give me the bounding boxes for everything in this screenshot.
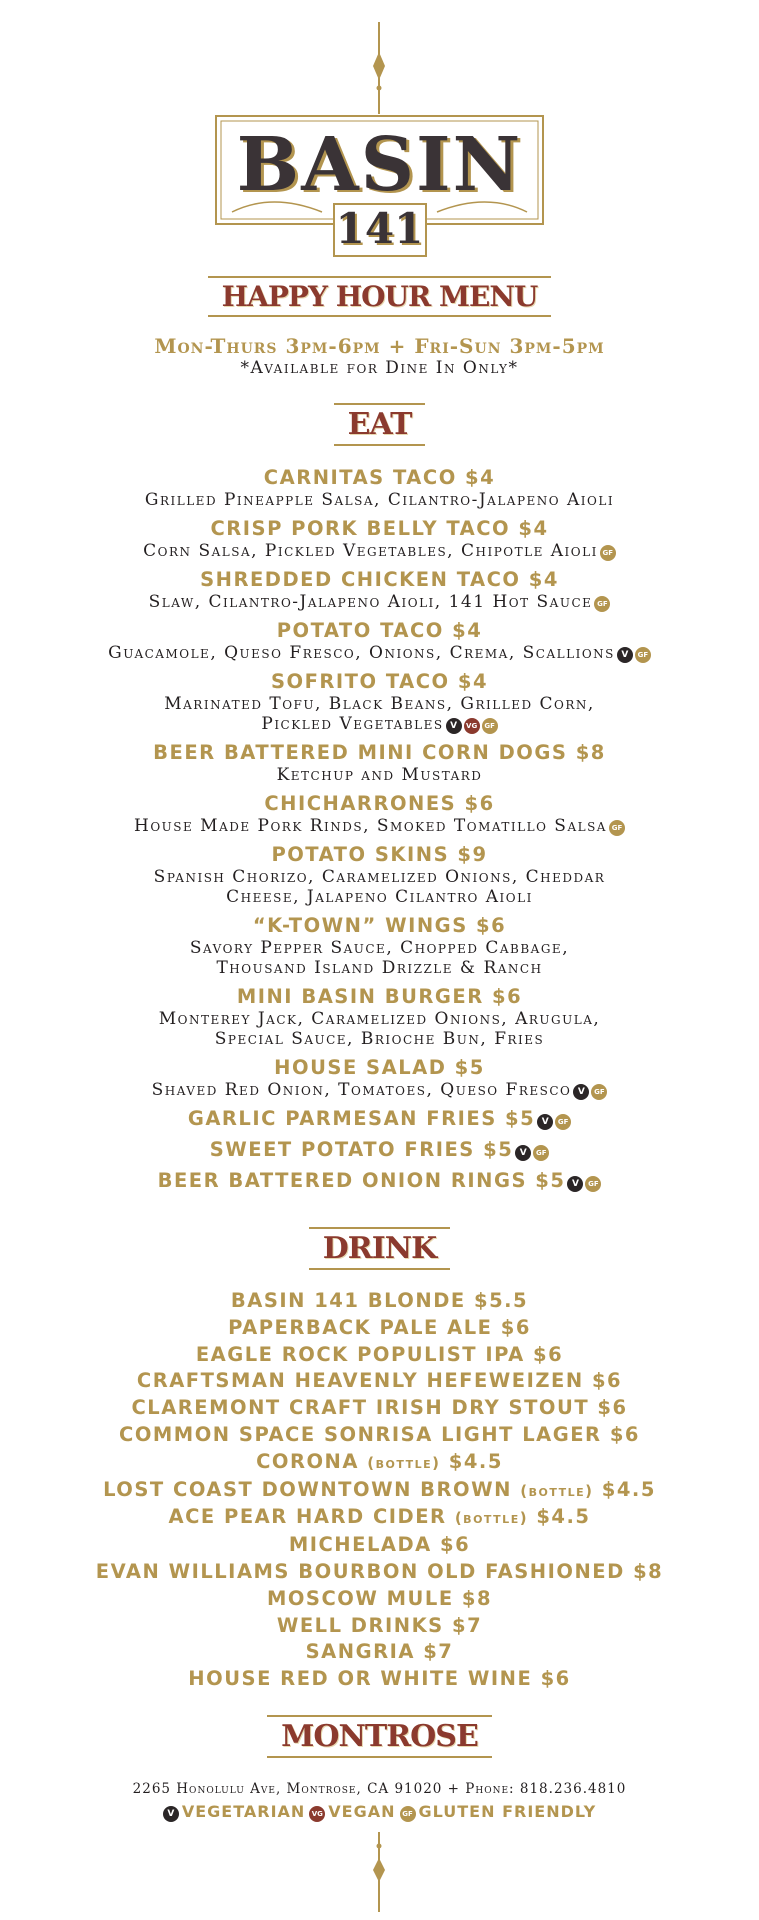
menu-item-description: Savory Pepper Sauce, Chopped Cabbage,: [189, 938, 570, 958]
address-phone: 2265 Honolulu Ave, Montrose, CA 91020 + Phone: 818.236.4810: [132, 1781, 627, 1797]
menu-item: [0, 1168, 759, 1199]
menu-item-name: CRISP PORK BELLY TACO $4: [210, 517, 549, 540]
gf-badge-icon: GF: [591, 1084, 607, 1100]
vg-badge-icon: VG: [464, 718, 480, 734]
menu-item-name: BEER BATTERED MINI CORN DOGS $8: [153, 741, 606, 764]
menu-item-name: “K-TOWN” WINGS $6: [252, 914, 507, 937]
logo-wordmark: BASIN: [236, 122, 523, 208]
menu-item-name: POTATO TACO $4: [276, 619, 483, 642]
drink-item: CLAREMONT CRAFT IRISH DRY STOUT $6: [131, 1396, 628, 1420]
drink-item: CRAFTSMAN HEAVENLY HEFEWEIZEN $6: [136, 1369, 623, 1393]
legend-label: VEGAN: [328, 1802, 396, 1821]
hours-text: Mon-Thurs 3pm-6pm + Fri-Sun 3pm-5pm: [154, 334, 605, 358]
eat-banner: [0, 403, 759, 446]
drink-item: CORONA (bottle) $4.5: [256, 1449, 503, 1473]
menu-item-name: HOUSE SALAD $5: [274, 1056, 485, 1079]
drink-item: PAPERBACK PALE ALE $6: [228, 1315, 531, 1339]
drink-item: BASIN 141 BLONDE $5.5: [230, 1289, 529, 1312]
dietary-legend: [0, 1802, 759, 1822]
v-badge-icon: V: [537, 1114, 553, 1130]
menu-item-description: Spanish Chorizo, Caramelized Onions, Cheddar: [153, 867, 606, 887]
gf-badge-icon: GF: [594, 596, 610, 612]
location-banner: [0, 1715, 759, 1758]
menu-item: [0, 669, 759, 740]
drink-item: MOSCOW MULE $8: [266, 1586, 493, 1610]
menu-item: [0, 1106, 759, 1137]
v-badge-icon: V: [573, 1084, 589, 1100]
menu-item: [0, 465, 759, 516]
drink-item: MICHELADA $6: [288, 1533, 471, 1557]
bottom-finial-ornament: [359, 1832, 399, 1912]
gf-badge-icon: GF: [635, 647, 651, 663]
logo-number: 141: [335, 204, 424, 253]
menu-item-description: Marinated Tofu, Black Beans, Grilled Corn,: [164, 694, 595, 714]
drink-item: ACE PEAR HARD CIDER (bottle) $4.5: [168, 1505, 591, 1529]
menu-item: [0, 1055, 759, 1106]
vg-badge-icon: VG: [309, 1806, 325, 1822]
basin-141-logo: [212, 112, 547, 260]
menu-item-name: SHREDDED CHICKEN TACO $4: [200, 568, 559, 591]
menu-item: [0, 516, 759, 567]
menu-item-description: Special Sauce, Brioche Bun, Fries: [214, 1029, 545, 1049]
drink-item: COMMON SPACE SONRISA LIGHT LAGER $6: [119, 1422, 640, 1446]
eat-heading: EAT: [334, 403, 426, 446]
legend-label: VEGETARIAN: [181, 1802, 306, 1821]
v-badge-icon: V: [446, 718, 462, 734]
v-badge-icon: V: [567, 1176, 583, 1192]
drink-item: LOST COAST DOWNTOWN BROWN (bottle) $4.5: [103, 1477, 656, 1501]
menu-item: [0, 567, 759, 618]
gf-badge-icon: GF: [533, 1145, 549, 1161]
v-badge-icon: V: [515, 1145, 531, 1161]
menu-item: [0, 1137, 759, 1168]
v-badge-icon: V: [163, 1806, 179, 1822]
menu-item-name: GARLIC PARMESAN FRIES $5 V GF: [0, 1106, 759, 1131]
menu-item-description: Monterey Jack, Caramelized Onions, Arugula,: [158, 1009, 601, 1029]
dine-in-note: *Available for Dine In Only*: [240, 358, 519, 378]
menu-item: [0, 913, 759, 984]
menu-item-description: Pickled Vegetables V VG GF: [0, 714, 759, 734]
gf-badge-icon: GF: [585, 1176, 601, 1192]
menu-item-description: Thousand Island Drizzle & Ranch: [216, 958, 543, 978]
menu-item: [0, 984, 759, 1055]
drink-banner: [0, 1227, 759, 1270]
menu-item-description: Cheese, Jalapeno Cilantro Aioli: [226, 887, 533, 907]
drink-item: EVAN WILLIAMS BOURBON OLD FASHIONED $8: [95, 1559, 664, 1583]
v-badge-icon: V: [617, 647, 633, 663]
eat-list: [0, 465, 759, 1199]
drink-heading: DRINK: [309, 1227, 450, 1270]
menu-item: [0, 740, 759, 791]
gf-badge-icon: GF: [482, 718, 498, 734]
gf-badge-icon: GF: [555, 1114, 571, 1130]
menu-item-description: Grilled Pineapple Salsa, Cilantro-Jalapeno Aioli: [144, 490, 615, 510]
menu-item-name: POTATO SKINS $9: [271, 843, 488, 866]
gf-badge-icon: GF: [609, 820, 625, 836]
drink-item: EAGLE ROCK POPULIST IPA $6: [195, 1342, 564, 1366]
menu-item: [0, 791, 759, 842]
location-heading: MONTROSE: [267, 1715, 492, 1758]
drink-item: SANGRIA $7: [305, 1640, 454, 1664]
menu-item-description: Guacamole, Queso Fresco, Onions, Crema, Scallions V GF: [0, 643, 759, 663]
menu-item-name: SOFRITO TACO $4: [270, 670, 489, 693]
menu-item-description: Corn Salsa, Pickled Vegetables, Chipotle Aioli GF: [0, 541, 759, 561]
menu-item-name: CARNITAS TACO $4: [263, 466, 496, 489]
gf-badge-icon: GF: [600, 545, 616, 561]
menu-item-name: SWEET POTATO FRIES $5 V GF: [0, 1137, 759, 1162]
menu-item-description: Slaw, Cilantro-Jalapeno Aioli, 141 Hot Sauce GF: [0, 592, 759, 612]
menu-item-name: MINI BASIN BURGER $6: [236, 985, 523, 1008]
menu-item: [0, 618, 759, 669]
menu-item-name: CHICHARRONES $6: [264, 792, 495, 815]
menu-item-description: Ketchup and Mustard: [276, 765, 483, 785]
happy-hour-heading: HAPPY HOUR MENU: [208, 276, 552, 317]
top-finial-ornament: [359, 22, 399, 114]
drink-item: WELL DRINKS $7: [276, 1613, 483, 1637]
drink-item: HOUSE RED OR WHITE WINE $6: [188, 1667, 571, 1691]
happy-hour-banner: [0, 276, 759, 317]
menu-item-description: Shaved Red Onion, Tomatoes, Queso Fresco V GF: [0, 1080, 759, 1100]
drink-list: [0, 1288, 759, 1693]
menu-item-name: BEER BATTERED ONION RINGS $5 V GF: [0, 1168, 759, 1193]
menu-item-description: House Made Pork Rinds, Smoked Tomatillo Salsa GF: [0, 816, 759, 836]
gf-badge-icon: GF: [400, 1806, 416, 1822]
menu-item: [0, 842, 759, 913]
legend-label: GLUTEN FRIENDLY: [418, 1802, 597, 1821]
